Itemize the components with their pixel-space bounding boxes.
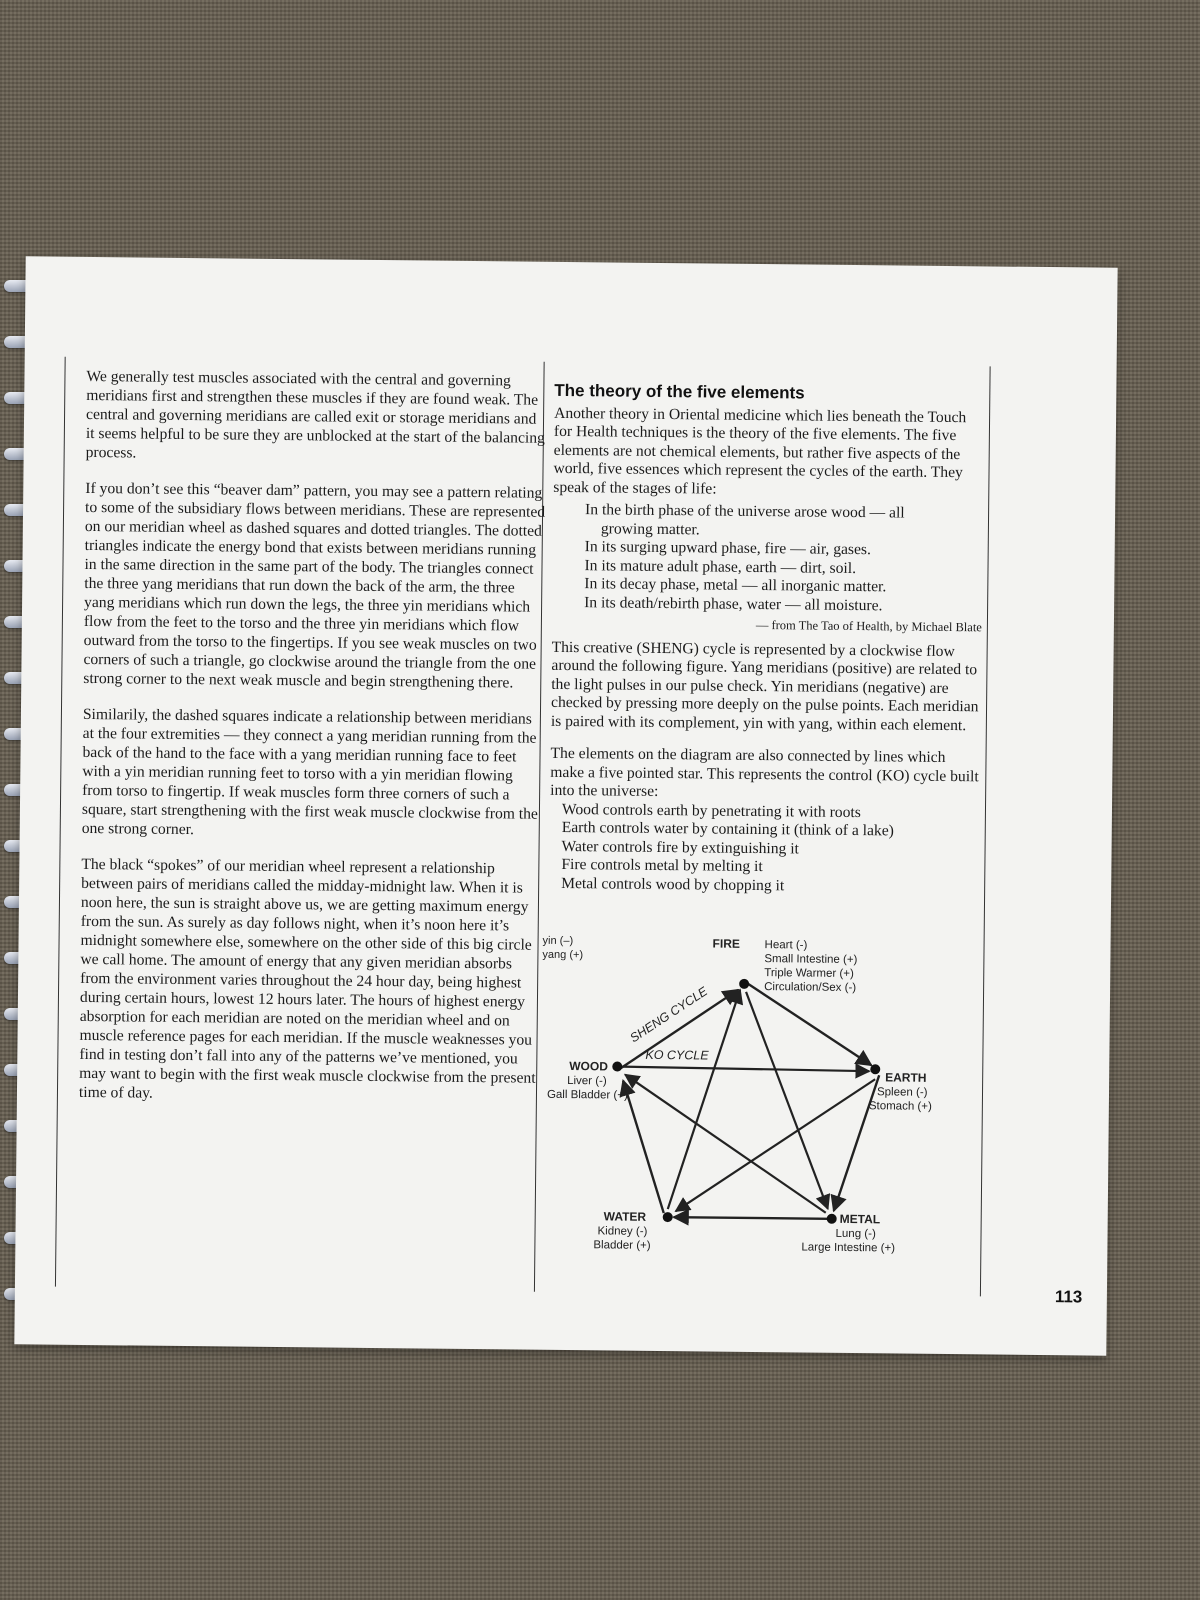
page-number: 113 (1054, 1287, 1083, 1307)
sheng-arrow-metal-water (674, 1217, 828, 1219)
earth-meridian: Stomach (+) (868, 1100, 932, 1113)
earth-meridian: Spleen (-) (876, 1086, 928, 1099)
wood-meridian: Gall Bladder (+) (546, 1088, 628, 1102)
paragraph-dashed-squares: Similarily, the dashed squares indicate a relationship between meridians at the four extremities — they connect a yang meridian running from the back of the hand to the face with a yang meridian running face to feet with a yin meridian running feet to torso with a yin meridian flowing from torso to fingertip. If weak muscles form three corners of such a square, start strengthening with the first weak muscle clockwise from the one strong corner. (81, 705, 539, 839)
ko-arrow-wood-earth (621, 1067, 869, 1072)
fire-meridian: Circulation/Sex (-) (764, 981, 857, 995)
left-column (79, 367, 549, 1124)
ko-arrow-fire-metal (744, 992, 830, 1209)
paragraph-central-governing: We generally test muscles associated with the central and governing meridians first and strengthen these muscles if they are found weak. The central and governing meridians are called exit or storage meridians and it seems helpful to be sure they are unblocked at the start of the balancing process. (85, 367, 545, 462)
fire-label: FIRE (712, 936, 740, 951)
water-meridian: Kidney (-) (597, 1225, 648, 1238)
ko-arrow-metal-wood (624, 1075, 827, 1213)
fire-node (739, 979, 749, 989)
metal-meridian: Large Intestine (+) (801, 1241, 896, 1255)
section-title: The theory of the five elements (554, 380, 805, 403)
fire-meridian: Triple Warmer (+) (764, 967, 854, 981)
book-page (14, 256, 1117, 1355)
tao-of-health-quote (552, 501, 983, 637)
earth-label: EARTH (885, 1070, 927, 1085)
ko-line: Earth controls water by containing it (think of a lake) (561, 818, 894, 840)
paragraph-beaver-dam: If you don’t see this “beaver dam” pattern, you may see a pattern relating to some of the subsidiary flows between meridians. These are represented on our meridian wheel as dashed squares and dotted triangles. The dotted triangles indicate the energy bond that exists between meridians running in the same direction in the same part of the body. The triangles connect the three yang meridians that run down the back of the arm, the three yang meridians which run down the legs, the three yin meridians which flow from the feet to the torso and the three yin meridians which flow outward from the torso to the fingertips. If you see weak muscles on two corners of such a triangle, go clockwise around the triangle from the one strong corner to the next weak muscle and begin strengthening there. (83, 479, 546, 692)
paragraph-midday-midnight: The black “spokes” of our meridian wheel represent a relationship between pairs of meridians called the midday-midnight law. When it is noon here, the sun is straight above us, we are getting maximum energy from the sun. As surely as day follows night, when it’s noon here it’s midnight somewhere else, somewhere on the other side of this big circle we call home. The amount of energy that any given meridian absorbs from the environment varies throughout the 24 hour day, being highest during certain hours, lowest 12 hours later. The hours of highest energy absorption for each meridian are noted on the meridian wheel and on muscle reference pages for each meridian. If the muscle weaknesses you find in testing don’t fall into any of the patterns we’ve mentioned, you may want to begin with the first weak muscle clockwise from the present time of day. (78, 855, 536, 1102)
ko-line: Fire controls metal by melting it (561, 855, 763, 876)
sheng-cycle-label: SHENG CYCLE (627, 984, 710, 1046)
ko-line: Wood controls earth by penetrating it with roots (561, 800, 861, 821)
left-column-rule (55, 357, 66, 1287)
ko-cycle-paragraph: The elements on the diagram are also connected by lines which make a five pointed star. This represents the control (KO) cycle built into the universe: (550, 744, 979, 800)
legend-yin: yin (–) (542, 934, 574, 948)
wood-node (612, 1061, 622, 1071)
quote-line: growing matter. (600, 519, 700, 538)
quote-line: In its mature adult phase, earth — dirt, soil. (584, 556, 857, 577)
water-meridian: Bladder (+) (593, 1239, 651, 1252)
metal-label: METAL (839, 1211, 881, 1227)
five-elements-diagram (531, 930, 975, 1295)
sheng-arrow-water-wood (622, 1081, 665, 1213)
wood-meridian: Liver (-) (567, 1075, 607, 1088)
five-elements-intro: Another theory in Oriental medicine which lies beneath the Touch for Health techniques is the theory of the five elements. The five elements are not chemical elements, but rather five aspects of the world, five essences which represent the cycles of the earth. They speak of the stages of life: (553, 404, 967, 498)
quote-line: In the birth phase of the universe arose wood — all (585, 501, 905, 522)
water-node (663, 1212, 673, 1222)
water-label: WATER (603, 1209, 647, 1224)
quote-line: In its surging upward phase, fire — air, gases. (584, 538, 872, 559)
legend-yang: yang (+) (542, 948, 584, 962)
right-column (549, 382, 984, 905)
quote-attribution: — from The Tao of Health, by Michael Blate (755, 617, 982, 635)
fire-meridian: Small Intestine (+) (764, 953, 858, 967)
ko-line: Water controls fire by extinguishing it (561, 837, 800, 857)
sheng-arrow-fire-earth (747, 984, 872, 1065)
sheng-cycle-paragraph: This creative (SHENG) cycle is represented by a clockwise flow around the following figure. Yang meridians (positive) are related to the light pulses in our pulse check. Yin meridians (negative) are checked by pressing more deeply on the pulse points. Each meridian is paired with its complement, yin with yang, within each element. (550, 638, 979, 734)
metal-node (827, 1214, 837, 1224)
quote-line: In its decay phase, metal — all inorganic matter. (584, 575, 887, 596)
quote-line: In its death/rebirth phase, water — all moisture. (584, 593, 883, 614)
ko-cycle-list (549, 800, 980, 897)
fire-meridian: Heart (-) (764, 939, 808, 952)
sheng-arrow-earth-metal (834, 1075, 879, 1211)
earth-node (870, 1064, 880, 1074)
ko-cycle-label: KO CYCLE (645, 1047, 709, 1063)
ko-line: Metal controls wood by chopping it (561, 874, 785, 894)
wood-label: WOOD (569, 1059, 609, 1074)
metal-meridian: Lung (-) (835, 1227, 876, 1241)
